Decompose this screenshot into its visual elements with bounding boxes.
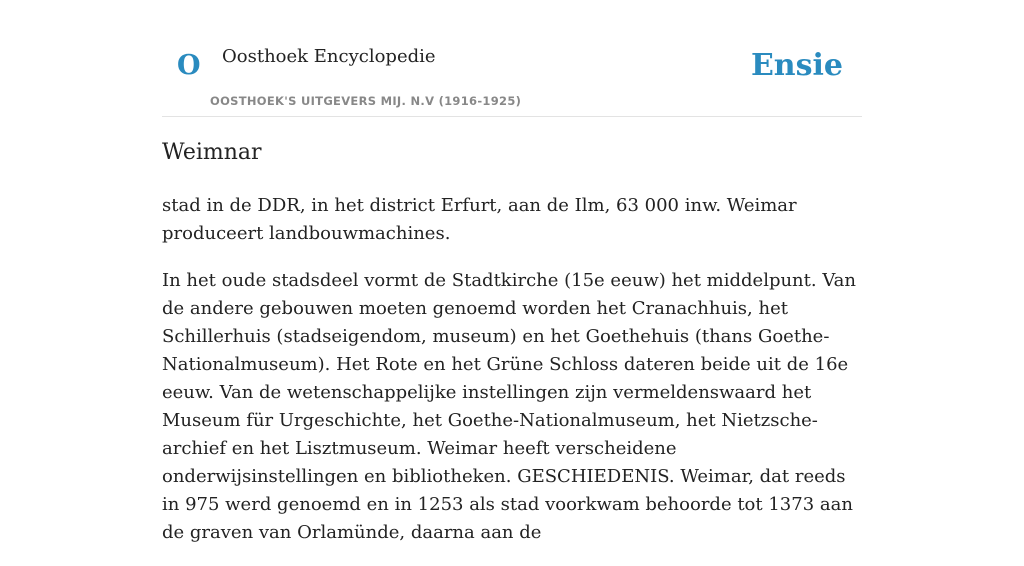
source-publisher: OOSTHOEK'S UITGEVERS MIJ. N.V (1916-1925) — [210, 94, 522, 108]
source-logo[interactable]: O — [177, 50, 201, 81]
entry-paragraph: In het oude stadsdeel vormt de Stadtkirche (15e eeuw) het middelpunt. Van de andere gebouwen moeten genoemd worden het Cranachhuis, het Schillerhuis (stadseigendom, museum) en het Goethehuis (thans Goethe-Nationalmuseum). Het Rote en het Grüne Schloss dateren beide uit de 16e eeuw. Van de wetenschappelijke instellingen zijn vermeldenswaard het Museum für Urgeschichte, het Goethe-Nationalmuseum, het Nietzsche-archief en het Lisztmuseum. Weimar heeft verscheidene onderwijsinstellingen en bibliotheken. GESCHIEDENIS. Weimar, dat reeds in 975 werd genoemd en in 1253 als stad voorkwam behoorde tot 1373 aan de graven van Orlamünde, daarna aan de — [162, 270, 857, 543]
entry-body — [162, 192, 862, 566]
ensie-logo-link[interactable]: Ensie — [750, 48, 843, 83]
entry-paragraph: stad in de DDR, in het district Erfurt, aan de Ilm, 63 000 inw. Weimar produceert landbouwmachines. — [162, 195, 797, 244]
source-title-link[interactable]: Oosthoek Encyclopedie — [222, 46, 436, 67]
entry-title: Weimnar — [162, 140, 262, 165]
content-container — [162, 0, 862, 543]
source-header — [162, 0, 862, 117]
